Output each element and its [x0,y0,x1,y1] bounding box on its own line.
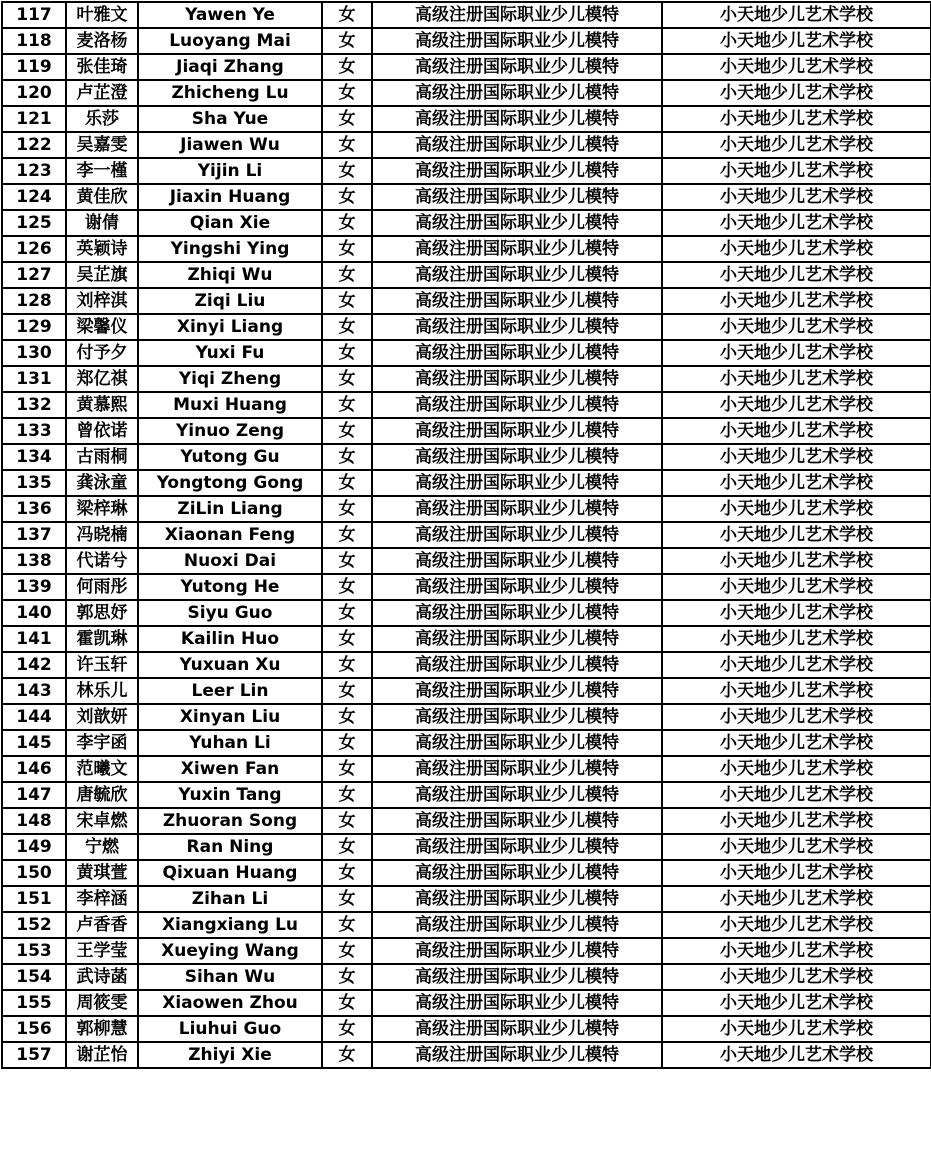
gender-cell: 女 [322,938,372,964]
gender-cell: 女 [322,1016,372,1042]
school-name-cell: 小天地少儿艺术学校 [662,418,931,444]
english-name-cell: Yuxuan Xu [138,652,322,678]
row-number-cell: 137 [2,522,66,548]
table-row [2,314,931,340]
english-name-cell: Yutong Gu [138,444,322,470]
row-number-cell: 126 [2,236,66,262]
chinese-name-cell: 梁梓琳 [66,496,138,522]
english-name-cell: Yutong He [138,574,322,600]
certification-title-cell: 高级注册国际职业少儿模特 [372,288,662,314]
school-name-cell: 小天地少儿艺术学校 [662,782,931,808]
chinese-name-cell: 武诗菡 [66,964,138,990]
school-name-cell: 小天地少儿艺术学校 [662,158,931,184]
row-number-cell: 142 [2,652,66,678]
english-name-cell: ZiLin Liang [138,496,322,522]
school-name-cell: 小天地少儿艺术学校 [662,678,931,704]
certification-title-cell: 高级注册国际职业少儿模特 [372,54,662,80]
english-name-cell: Ran Ning [138,834,322,860]
row-number-cell: 129 [2,314,66,340]
school-name-cell: 小天地少儿艺术学校 [662,652,931,678]
table-row [2,886,931,912]
school-name-cell: 小天地少儿艺术学校 [662,990,931,1016]
row-number-cell: 141 [2,626,66,652]
certification-title-cell: 高级注册国际职业少儿模特 [372,262,662,288]
gender-cell: 女 [322,262,372,288]
row-number-cell: 143 [2,678,66,704]
school-name-cell: 小天地少儿艺术学校 [662,938,931,964]
chinese-name-cell: 刘梓淇 [66,288,138,314]
english-name-cell: Ziqi Liu [138,288,322,314]
certification-title-cell: 高级注册国际职业少儿模特 [372,756,662,782]
school-name-cell: 小天地少儿艺术学校 [662,548,931,574]
table-row [2,28,931,54]
school-name-cell: 小天地少儿艺术学校 [662,184,931,210]
chinese-name-cell: 李一槿 [66,158,138,184]
certification-title-cell: 高级注册国际职业少儿模特 [372,2,662,28]
chinese-name-cell: 何雨彤 [66,574,138,600]
english-name-cell: Xueying Wang [138,938,322,964]
chinese-name-cell: 李宇函 [66,730,138,756]
gender-cell: 女 [322,1042,372,1068]
school-name-cell: 小天地少儿艺术学校 [662,80,931,106]
english-name-cell: Yingshi Ying [138,236,322,262]
english-name-cell: Zhicheng Lu [138,80,322,106]
certification-title-cell: 高级注册国际职业少儿模特 [372,522,662,548]
row-number-cell: 144 [2,704,66,730]
school-name-cell: 小天地少儿艺术学校 [662,912,931,938]
row-number-cell: 136 [2,496,66,522]
chinese-name-cell: 叶雅文 [66,2,138,28]
table-row [2,236,931,262]
chinese-name-cell: 冯晓楠 [66,522,138,548]
table-row [2,418,931,444]
table-row [2,704,931,730]
school-name-cell: 小天地少儿艺术学校 [662,808,931,834]
chinese-name-cell: 卢香香 [66,912,138,938]
chinese-name-cell: 古雨桐 [66,444,138,470]
row-number-cell: 157 [2,1042,66,1068]
table-row [2,938,931,964]
english-name-cell: Xinyi Liang [138,314,322,340]
english-name-cell: Kailin Huo [138,626,322,652]
table-row [2,496,931,522]
gender-cell: 女 [322,392,372,418]
school-name-cell: 小天地少儿艺术学校 [662,392,931,418]
certification-title-cell: 高级注册国际职业少儿模特 [372,1042,662,1068]
table-row [2,470,931,496]
school-name-cell: 小天地少儿艺术学校 [662,54,931,80]
row-number-cell: 119 [2,54,66,80]
certification-title-cell: 高级注册国际职业少儿模特 [372,912,662,938]
row-number-cell: 149 [2,834,66,860]
table-row [2,522,931,548]
table-row [2,730,931,756]
table-row [2,990,931,1016]
school-name-cell: 小天地少儿艺术学校 [662,626,931,652]
gender-cell: 女 [322,54,372,80]
school-name-cell: 小天地少儿艺术学校 [662,444,931,470]
table-row [2,288,931,314]
row-number-cell: 123 [2,158,66,184]
roster-table-body [2,2,931,1068]
gender-cell: 女 [322,626,372,652]
gender-cell: 女 [322,600,372,626]
english-name-cell: Sihan Wu [138,964,322,990]
english-name-cell: Qian Xie [138,210,322,236]
gender-cell: 女 [322,548,372,574]
table-row [2,2,931,28]
chinese-name-cell: 林乐儿 [66,678,138,704]
chinese-name-cell: 郭柳慧 [66,1016,138,1042]
table-row [2,600,931,626]
roster-table [1,1,931,1069]
gender-cell: 女 [322,522,372,548]
certification-title-cell: 高级注册国际职业少儿模特 [372,704,662,730]
row-number-cell: 154 [2,964,66,990]
chinese-name-cell: 郭思妤 [66,600,138,626]
gender-cell: 女 [322,106,372,132]
table-row [2,756,931,782]
table-row [2,808,931,834]
gender-cell: 女 [322,782,372,808]
chinese-name-cell: 吴嘉雯 [66,132,138,158]
english-name-cell: Yuxi Fu [138,340,322,366]
table-row [2,652,931,678]
chinese-name-cell: 宁燃 [66,834,138,860]
english-name-cell: Xinyan Liu [138,704,322,730]
gender-cell: 女 [322,314,372,340]
school-name-cell: 小天地少儿艺术学校 [662,496,931,522]
table-row [2,132,931,158]
english-name-cell: Xiaowen Zhou [138,990,322,1016]
certification-title-cell: 高级注册国际职业少儿模特 [372,860,662,886]
certification-title-cell: 高级注册国际职业少儿模特 [372,366,662,392]
certification-title-cell: 高级注册国际职业少儿模特 [372,314,662,340]
chinese-name-cell: 霍凯琳 [66,626,138,652]
table-row [2,184,931,210]
table-row [2,860,931,886]
row-number-cell: 155 [2,990,66,1016]
chinese-name-cell: 唐毓欣 [66,782,138,808]
row-number-cell: 127 [2,262,66,288]
row-number-cell: 156 [2,1016,66,1042]
row-number-cell: 124 [2,184,66,210]
chinese-name-cell: 张佳琦 [66,54,138,80]
certification-title-cell: 高级注册国际职业少儿模特 [372,418,662,444]
row-number-cell: 147 [2,782,66,808]
certification-title-cell: 高级注册国际职业少儿模特 [372,964,662,990]
school-name-cell: 小天地少儿艺术学校 [662,834,931,860]
table-row [2,1042,931,1068]
english-name-cell: Jiawen Wu [138,132,322,158]
english-name-cell: Sha Yue [138,106,322,132]
table-row [2,912,931,938]
certification-title-cell: 高级注册国际职业少儿模特 [372,652,662,678]
school-name-cell: 小天地少儿艺术学校 [662,288,931,314]
certification-title-cell: 高级注册国际职业少儿模特 [372,834,662,860]
school-name-cell: 小天地少儿艺术学校 [662,730,931,756]
gender-cell: 女 [322,158,372,184]
gender-cell: 女 [322,236,372,262]
certification-title-cell: 高级注册国际职业少儿模特 [372,808,662,834]
school-name-cell: 小天地少儿艺术学校 [662,28,931,54]
school-name-cell: 小天地少儿艺术学校 [662,964,931,990]
english-name-cell: Yuxin Tang [138,782,322,808]
certification-title-cell: 高级注册国际职业少儿模特 [372,184,662,210]
chinese-name-cell: 黄慕熙 [66,392,138,418]
certification-title-cell: 高级注册国际职业少儿模特 [372,938,662,964]
certification-title-cell: 高级注册国际职业少儿模特 [372,340,662,366]
school-name-cell: 小天地少儿艺术学校 [662,860,931,886]
school-name-cell: 小天地少儿艺术学校 [662,106,931,132]
certification-title-cell: 高级注册国际职业少儿模特 [372,730,662,756]
row-number-cell: 138 [2,548,66,574]
chinese-name-cell: 李梓涵 [66,886,138,912]
table-row [2,964,931,990]
table-row [2,80,931,106]
gender-cell: 女 [322,80,372,106]
gender-cell: 女 [322,210,372,236]
gender-cell: 女 [322,886,372,912]
table-row [2,548,931,574]
gender-cell: 女 [322,756,372,782]
table-row [2,158,931,184]
school-name-cell: 小天地少儿艺术学校 [662,470,931,496]
english-name-cell: Xiaonan Feng [138,522,322,548]
certification-title-cell: 高级注册国际职业少儿模特 [372,1016,662,1042]
gender-cell: 女 [322,470,372,496]
gender-cell: 女 [322,860,372,886]
row-number-cell: 130 [2,340,66,366]
school-name-cell: 小天地少儿艺术学校 [662,340,931,366]
table-row [2,834,931,860]
gender-cell: 女 [322,444,372,470]
english-name-cell: Xiangxiang Lu [138,912,322,938]
certification-title-cell: 高级注册国际职业少儿模特 [372,574,662,600]
row-number-cell: 122 [2,132,66,158]
table-row [2,210,931,236]
english-name-cell: Yawen Ye [138,2,322,28]
table-row [2,1016,931,1042]
certification-title-cell: 高级注册国际职业少儿模特 [372,782,662,808]
row-number-cell: 135 [2,470,66,496]
gender-cell: 女 [322,574,372,600]
school-name-cell: 小天地少儿艺术学校 [662,314,931,340]
gender-cell: 女 [322,808,372,834]
row-number-cell: 145 [2,730,66,756]
chinese-name-cell: 乐莎 [66,106,138,132]
certification-title-cell: 高级注册国际职业少儿模特 [372,990,662,1016]
table-row [2,262,931,288]
table-row [2,366,931,392]
chinese-name-cell: 谢倩 [66,210,138,236]
certification-title-cell: 高级注册国际职业少儿模特 [372,392,662,418]
row-number-cell: 150 [2,860,66,886]
school-name-cell: 小天地少儿艺术学校 [662,236,931,262]
table-row [2,392,931,418]
school-name-cell: 小天地少儿艺术学校 [662,1016,931,1042]
row-number-cell: 131 [2,366,66,392]
row-number-cell: 134 [2,444,66,470]
gender-cell: 女 [322,678,372,704]
certification-title-cell: 高级注册国际职业少儿模特 [372,106,662,132]
school-name-cell: 小天地少儿艺术学校 [662,1042,931,1068]
chinese-name-cell: 周筱雯 [66,990,138,1016]
gender-cell: 女 [322,28,372,54]
chinese-name-cell: 郑亿祺 [66,366,138,392]
certification-title-cell: 高级注册国际职业少儿模特 [372,236,662,262]
chinese-name-cell: 黄琪萱 [66,860,138,886]
english-name-cell: Yongtong Gong [138,470,322,496]
table-row [2,340,931,366]
gender-cell: 女 [322,366,372,392]
school-name-cell: 小天地少儿艺术学校 [662,132,931,158]
english-name-cell: Siyu Guo [138,600,322,626]
chinese-name-cell: 代诺兮 [66,548,138,574]
english-name-cell: Zhuoran Song [138,808,322,834]
row-number-cell: 152 [2,912,66,938]
chinese-name-cell: 宋卓燃 [66,808,138,834]
gender-cell: 女 [322,496,372,522]
english-name-cell: Zhiqi Wu [138,262,322,288]
chinese-name-cell: 谢芷怡 [66,1042,138,1068]
school-name-cell: 小天地少儿艺术学校 [662,704,931,730]
english-name-cell: Yijin Li [138,158,322,184]
row-number-cell: 140 [2,600,66,626]
row-number-cell: 148 [2,808,66,834]
chinese-name-cell: 黄佳欣 [66,184,138,210]
school-name-cell: 小天地少儿艺术学校 [662,366,931,392]
gender-cell: 女 [322,418,372,444]
row-number-cell: 146 [2,756,66,782]
english-name-cell: Yiqi Zheng [138,366,322,392]
row-number-cell: 118 [2,28,66,54]
school-name-cell: 小天地少儿艺术学校 [662,2,931,28]
row-number-cell: 153 [2,938,66,964]
table-row [2,444,931,470]
chinese-name-cell: 吴芷旗 [66,262,138,288]
gender-cell: 女 [322,834,372,860]
chinese-name-cell: 许玉轩 [66,652,138,678]
chinese-name-cell: 英颖诗 [66,236,138,262]
table-row [2,574,931,600]
row-number-cell: 151 [2,886,66,912]
school-name-cell: 小天地少儿艺术学校 [662,600,931,626]
english-name-cell: Qixuan Huang [138,860,322,886]
row-number-cell: 133 [2,418,66,444]
row-number-cell: 125 [2,210,66,236]
table-row [2,54,931,80]
english-name-cell: Xiwen Fan [138,756,322,782]
table-row [2,782,931,808]
gender-cell: 女 [322,964,372,990]
chinese-name-cell: 卢芷澄 [66,80,138,106]
table-row [2,106,931,132]
row-number-cell: 139 [2,574,66,600]
table-row [2,678,931,704]
gender-cell: 女 [322,340,372,366]
certification-title-cell: 高级注册国际职业少儿模特 [372,158,662,184]
school-name-cell: 小天地少儿艺术学校 [662,522,931,548]
english-name-cell: Jiaqi Zhang [138,54,322,80]
school-name-cell: 小天地少儿艺术学校 [662,210,931,236]
school-name-cell: 小天地少儿艺术学校 [662,886,931,912]
school-name-cell: 小天地少儿艺术学校 [662,756,931,782]
certification-title-cell: 高级注册国际职业少儿模特 [372,28,662,54]
chinese-name-cell: 曾依诺 [66,418,138,444]
english-name-cell: Jiaxin Huang [138,184,322,210]
english-name-cell: Muxi Huang [138,392,322,418]
chinese-name-cell: 梁馨仪 [66,314,138,340]
gender-cell: 女 [322,990,372,1016]
gender-cell: 女 [322,730,372,756]
english-name-cell: Yinuo Zeng [138,418,322,444]
chinese-name-cell: 麦洛杨 [66,28,138,54]
certification-title-cell: 高级注册国际职业少儿模特 [372,626,662,652]
school-name-cell: 小天地少儿艺术学校 [662,574,931,600]
english-name-cell: Nuoxi Dai [138,548,322,574]
gender-cell: 女 [322,184,372,210]
chinese-name-cell: 龚泳童 [66,470,138,496]
row-number-cell: 121 [2,106,66,132]
certification-title-cell: 高级注册国际职业少儿模特 [372,80,662,106]
certification-title-cell: 高级注册国际职业少儿模特 [372,600,662,626]
row-number-cell: 132 [2,392,66,418]
gender-cell: 女 [322,2,372,28]
gender-cell: 女 [322,912,372,938]
english-name-cell: Luoyang Mai [138,28,322,54]
certification-title-cell: 高级注册国际职业少儿模特 [372,132,662,158]
certification-title-cell: 高级注册国际职业少儿模特 [372,886,662,912]
certification-title-cell: 高级注册国际职业少儿模特 [372,678,662,704]
certification-title-cell: 高级注册国际职业少儿模特 [372,210,662,236]
english-name-cell: Zhiyi Xie [138,1042,322,1068]
chinese-name-cell: 刘歆妍 [66,704,138,730]
english-name-cell: Zihan Li [138,886,322,912]
row-number-cell: 128 [2,288,66,314]
certification-title-cell: 高级注册国际职业少儿模特 [372,496,662,522]
school-name-cell: 小天地少儿艺术学校 [662,262,931,288]
gender-cell: 女 [322,288,372,314]
english-name-cell: Leer Lin [138,678,322,704]
certification-title-cell: 高级注册国际职业少儿模特 [372,548,662,574]
english-name-cell: Liuhui Guo [138,1016,322,1042]
gender-cell: 女 [322,704,372,730]
table-row [2,626,931,652]
english-name-cell: Yuhan Li [138,730,322,756]
chinese-name-cell: 范曦文 [66,756,138,782]
chinese-name-cell: 付予夕 [66,340,138,366]
chinese-name-cell: 王学莹 [66,938,138,964]
certification-title-cell: 高级注册国际职业少儿模特 [372,444,662,470]
gender-cell: 女 [322,132,372,158]
gender-cell: 女 [322,652,372,678]
row-number-cell: 120 [2,80,66,106]
certification-title-cell: 高级注册国际职业少儿模特 [372,470,662,496]
row-number-cell: 117 [2,2,66,28]
